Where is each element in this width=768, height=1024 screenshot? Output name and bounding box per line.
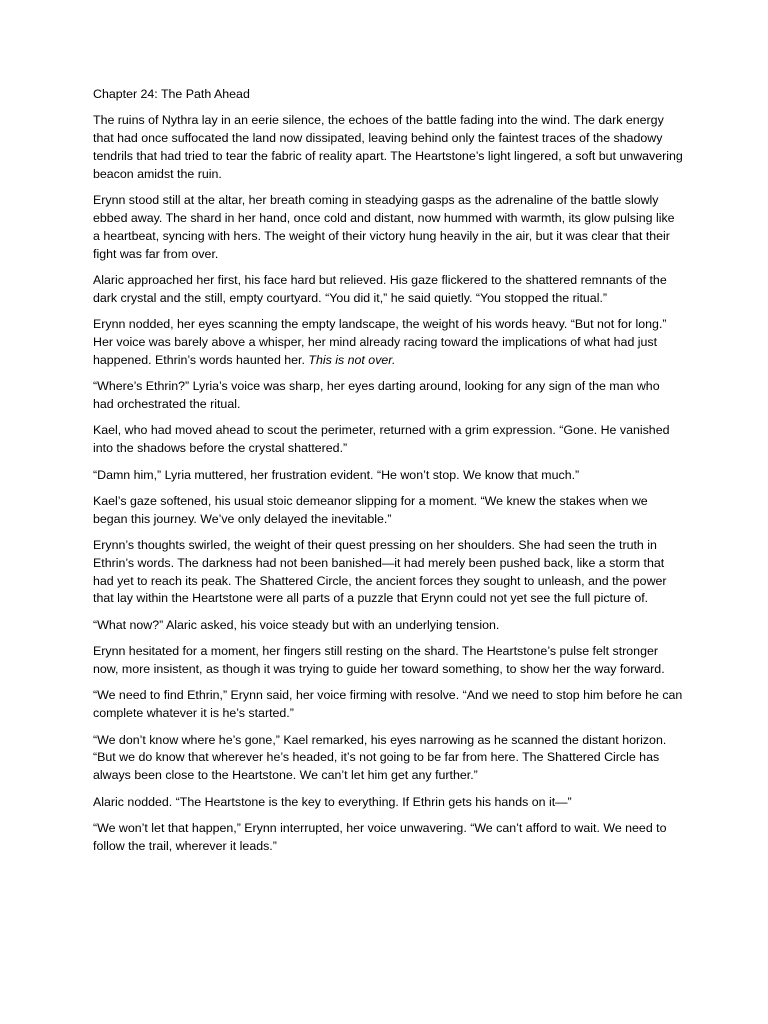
paragraph bbox=[93, 272, 683, 308]
paragraph-text: Kael’s gaze softened, his usual stoic demeanor slipping for a moment. “We knew the stakes when we began this journey. We’ve only delayed the inevitable.” bbox=[93, 493, 648, 526]
document-page bbox=[93, 86, 683, 864]
paragraph bbox=[93, 112, 683, 183]
paragraph bbox=[93, 617, 683, 635]
paragraph-text: Alaric approached her first, his face hard but relieved. His gaze flickered to the shattered remnants of the dark crystal and the still, empty courtyard. “You did it,” he said quietly. “You stopped the ritual.” bbox=[93, 272, 667, 305]
paragraph bbox=[93, 467, 683, 485]
paragraph-text: “What now?” Alaric asked, his voice steady but with an underlying tension. bbox=[93, 617, 500, 632]
paragraph-text: Erynn nodded, her eyes scanning the empty landscape, the weight of his words heavy. “But not for long.” Her voice was barely above a whisper, her mind already racing toward the implications of what had just happened. Ethrin’s words haunted her. bbox=[93, 317, 667, 367]
paragraph bbox=[93, 378, 683, 414]
paragraph-text: “Where’s Ethrin?” Lyria’s voice was sharp, her eyes darting around, looking for any sign of the man who had orchestrated the ritual. bbox=[93, 379, 660, 411]
paragraph bbox=[93, 687, 683, 723]
paragraph-text: Kael, who had moved ahead to scout the perimeter, returned with a grim expression. “Gone. He vanished into the shadows before the crystal shattered.” bbox=[93, 423, 670, 456]
paragraph-text: Erynn hesitated for a moment, her fingers still resting on the shard. The Heartstone’s pulse felt stronger now, more insistent, as though it was trying to guide her toward something, to show her the way forward. bbox=[93, 644, 665, 677]
paragraph-text: “Damn him,” Lyria muttered, her frustration evident. “He won’t stop. We know that much.” bbox=[93, 467, 580, 482]
paragraph bbox=[93, 493, 683, 529]
chapter-heading: Chapter 24: The Path Ahead bbox=[93, 87, 250, 101]
paragraph-text: Alaric nodded. “The Heartstone is the key to everything. If Ethrin gets his hands on it—” bbox=[93, 794, 572, 809]
paragraph bbox=[93, 820, 683, 856]
paragraph-text: The ruins of Nythra lay in an eerie silence, the echoes of the battle fading into the wind. The dark energy that had once suffocated the land now dissipated, leaving behind only the faintest traces of the shadowy tendrils that had tried to tear the fabric of reality apart. The Heartstone’s light lingered, a soft but unwavering beacon amidst the ruin. bbox=[93, 113, 683, 181]
paragraph-text: Erynn stood still at the altar, her breath coming in steadying gasps as the adrenaline of the battle slowly ebbed away. The shard in her hand, once cold and distant, now hummed with warmth, its glow pulsing like a heartbeat, syncing with hers. The weight of their victory hung heavily in the air, but it was clear that their fight was far from over. bbox=[93, 193, 675, 261]
paragraph-text: Erynn’s thoughts swirled, the weight of their quest pressing on her shoulders. She had seen the truth in Ethrin’s words. The darkness had not been banished—it had merely been pushed back, like a storm that had yet to reach its peak. The Shattered Circle, the ancient forces they sought to unleash, and the power that lay within the Heartstone were all parts of a puzzle that Erynn could not yet see the full picture of. bbox=[93, 538, 667, 606]
paragraph-text: “We need to find Ethrin,” Erynn said, her voice firming with resolve. “And we need to stop him before he can complete whatever it is he’s started.” bbox=[93, 688, 683, 721]
paragraph-text: “We won’t let that happen,” Erynn interrupted, her voice unwavering. “We can’t afford to wait. We need to follow the trail, wherever it leads.” bbox=[93, 821, 667, 853]
paragraph bbox=[93, 537, 683, 608]
paragraph bbox=[93, 794, 683, 812]
paragraph-italic-text: This is not over. bbox=[308, 352, 396, 367]
paragraph bbox=[93, 192, 683, 263]
paragraph bbox=[93, 732, 683, 785]
paragraph bbox=[93, 643, 683, 679]
paragraph bbox=[93, 316, 683, 369]
paragraph-text: “We don’t know where he’s gone,” Kael remarked, his eyes narrowing as he scanned the distant horizon. “But we do know that wherever he’s headed, it’s not going to be far from here. The Shattered Circle has always been close to the Heartstone. We can’t let him get any further.” bbox=[93, 732, 667, 783]
paragraph bbox=[93, 422, 683, 458]
